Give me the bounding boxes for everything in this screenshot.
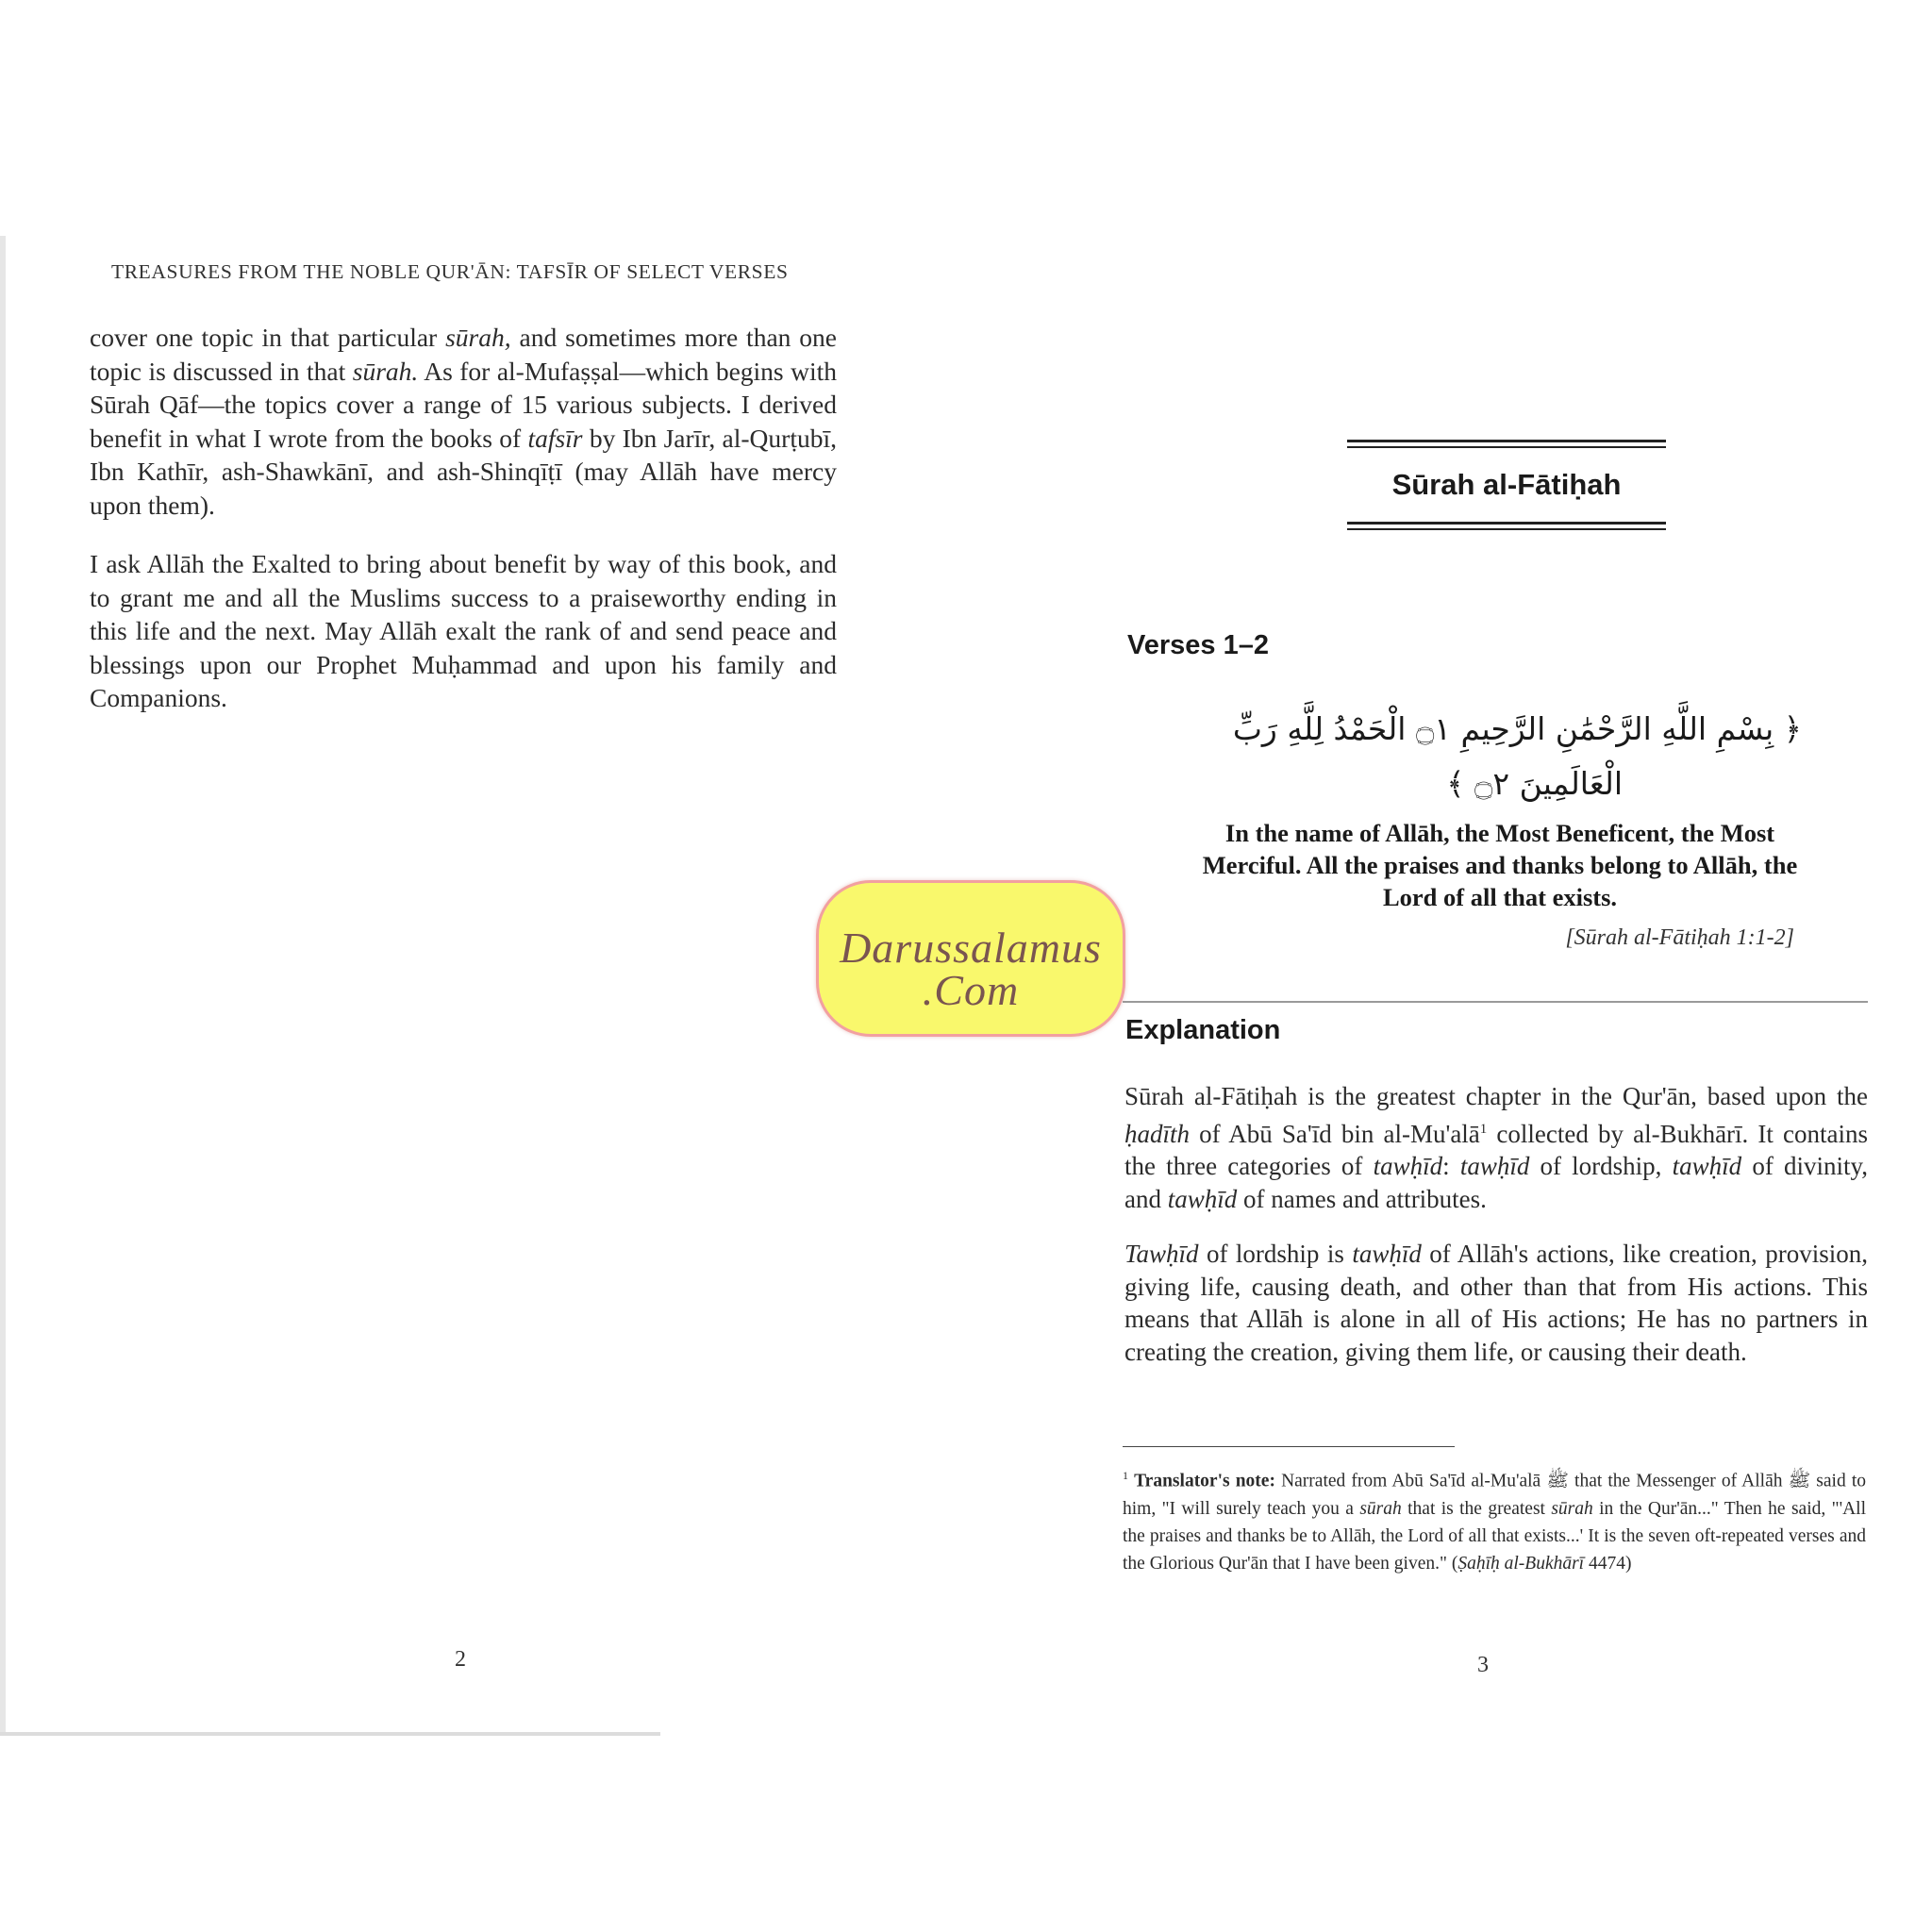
watermark-line-2: .Com	[922, 966, 1020, 1014]
page-number-right: 3	[1477, 1653, 1489, 1677]
arabic-line-1: ﴿ بِسْمِ اللَّهِ الرَّحْمَٰنِ الرَّحِيمِ ۝١ الْحَمْدُ لِلَّهِ رَبِّ	[1232, 710, 1802, 747]
text-run: 4474)	[1584, 1553, 1632, 1574]
surah-title-box	[1347, 440, 1666, 530]
text-run: of Allāh's actions, like creation, provision, giving life, causing death, and other than that from His actions. This means that Allāh is alone in all of His actions; He has no partners in creating the creation, giving them life, or causing their death.	[1124, 1240, 1868, 1366]
text-run: collected by al-Bukhārī. It contains the three categories of	[1124, 1119, 1869, 1180]
explanation-paragraph-1	[1124, 1080, 1868, 1215]
left-paragraph-1	[90, 321, 837, 522]
section-divider	[1123, 1001, 1868, 1003]
page-bottom-edge	[0, 1732, 660, 1736]
italic-term: tafsīr	[527, 423, 583, 453]
watermark-line-1: Darussalamus	[840, 924, 1102, 972]
italic-term: sūrah.	[352, 356, 419, 386]
verses-heading: Verses 1–2	[1127, 630, 1269, 660]
verse-reference: [Sūrah al-Fātiḥah 1:1-2]	[1565, 925, 1794, 950]
text-run: that is the greatest	[1401, 1498, 1552, 1519]
footnote-number: 1	[1123, 1469, 1128, 1482]
title-top-rule	[1347, 440, 1666, 448]
page-number-left: 2	[455, 1647, 466, 1672]
title-bottom-rule	[1347, 522, 1666, 530]
text-run: of divinity, and	[1124, 1152, 1868, 1213]
text-run: of lordship,	[1529, 1152, 1673, 1180]
explanation-paragraph-2	[1124, 1238, 1868, 1368]
text-run: Sūrah al-Fātiḥah is the greatest chapter in the Qur'ān, based upon the	[1124, 1082, 1868, 1110]
italic-term: sūrah	[1359, 1498, 1402, 1519]
explanation-heading: Explanation	[1125, 1015, 1281, 1045]
italic-term: tawḥīd	[1373, 1152, 1443, 1180]
italic-term: tawḥīd	[1167, 1184, 1238, 1213]
text-run: and sometimes more than one topic is discussed in that	[90, 323, 837, 386]
text-run: cover one topic in that particular	[90, 323, 446, 352]
text-run: of Abū Sa'īd bin al-Mu'alā	[1190, 1119, 1480, 1148]
page-edge-shadow	[0, 236, 6, 1736]
italic-term: tawḥīd	[1352, 1240, 1422, 1268]
verse-translation: In the name of Allāh, the Most Beneficent, the Most Merciful. All the praises and thanks belong to Allāh, the Lord of all that exists.	[1202, 819, 1798, 911]
left-page-body	[90, 321, 837, 741]
explanation-body	[1124, 1080, 1868, 1391]
text-run: Narrated from Abū Sa'īd al-Mu'alā ﷺ that the Messenger of Allāh ﷺ said to him, "I will surely teach you a	[1123, 1471, 1866, 1519]
text-run: in the Qur'ān..." Then he said, "'All the praises and thanks be to Allāh, the Lord of all that exists...' It is the seven oft-repeated verses and the Glorious Qur'ān that I have been given." (	[1123, 1498, 1866, 1574]
italic-term: Ṣaḥīḥ al-Bukhārī	[1457, 1553, 1585, 1574]
text-run: As for al-Mufaṣṣal—which begins with Sūrah Qāf—the topics cover a range of 15 various subjects. I derived benefit in what I wrote from the books of	[90, 356, 837, 453]
arabic-line-2: الْعَالَمِينَ ۝٢ ﴾	[1446, 765, 1623, 802]
italic-term: sūrah,	[445, 323, 511, 352]
left-paragraph-2: I ask Allāh the Exalted to bring about benefit by way of this book, and to grant me and all the Muslims success to a praiseworthy ending in this life and the next. May Allāh exalt the rank of and send peace and blessings upon our Prophet Muḥammad and upon his family and Companions.	[90, 549, 837, 712]
surah-title: Sūrah al-Fātiḥah	[1391, 468, 1622, 501]
text-run: of lordship is	[1198, 1240, 1353, 1268]
text-run: by Ibn Jarīr, al-Qurṭubī, Ibn Kathīr, ash-Shawkānī, and ash-Shinqīṭī (may Allāh have mercy upon them).	[90, 423, 837, 520]
arabic-verse	[1198, 702, 1802, 811]
italic-term: Tawḥīd	[1124, 1240, 1199, 1268]
italic-term: tawḥīd	[1459, 1152, 1530, 1180]
footnote-label: Translator's note:	[1134, 1471, 1275, 1491]
text-run: :	[1442, 1152, 1460, 1180]
footnote	[1123, 1462, 1866, 1577]
footnote-rule	[1123, 1446, 1455, 1447]
running-head: TREASURES FROM THE NOBLE QUR'ĀN: TAFSĪR OF SELECT VERSES	[111, 260, 789, 283]
italic-term: tawḥīd	[1672, 1152, 1742, 1180]
text-run: of names and attributes.	[1237, 1184, 1487, 1213]
footnote-marker[interactable]: 1	[1479, 1121, 1488, 1137]
italic-term: sūrah	[1551, 1498, 1593, 1519]
italic-term: ḥadīth	[1124, 1119, 1191, 1148]
watermark-badge[interactable]	[816, 880, 1125, 1037]
